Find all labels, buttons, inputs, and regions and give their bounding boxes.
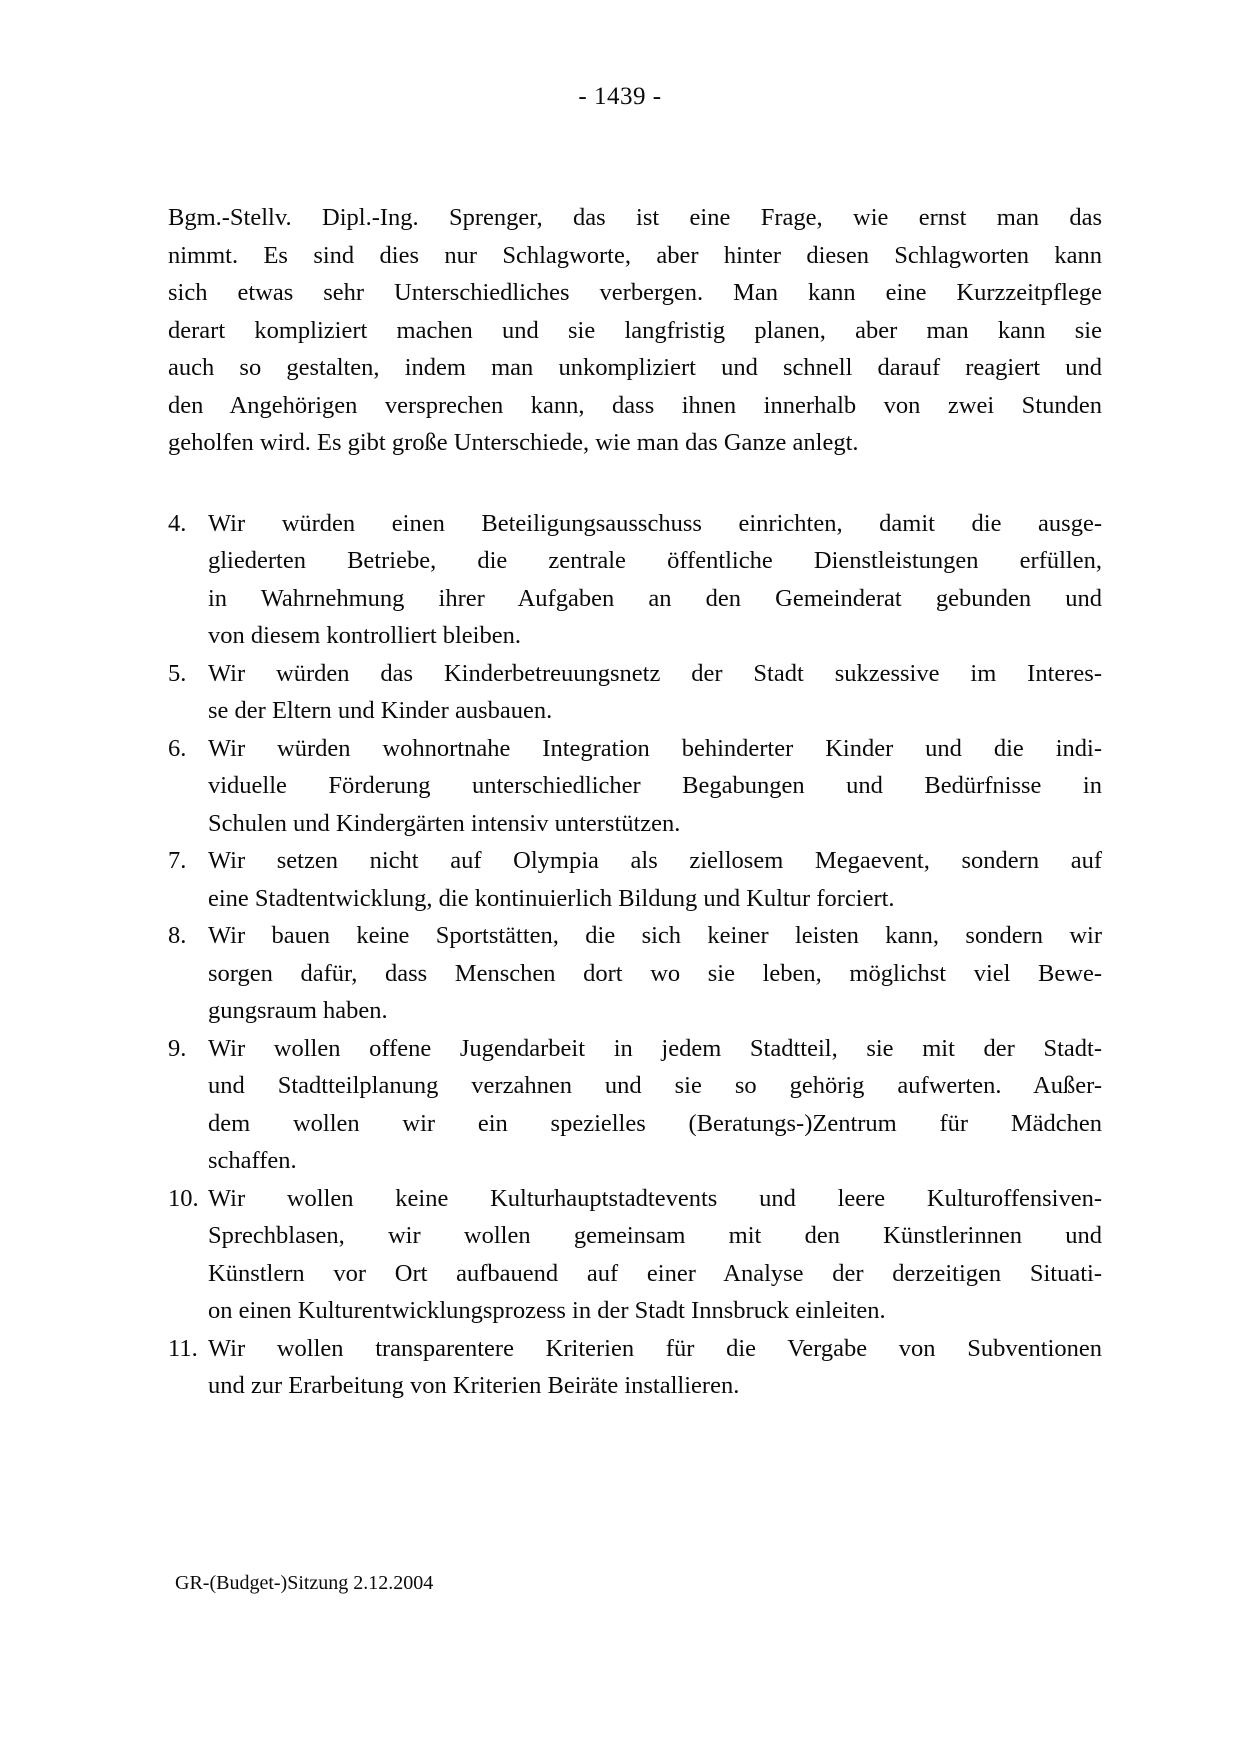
text-line: und Stadtteilplanung verzahnen und sie so gehörig aufwerten. Außer- [208,1072,1102,1099]
list-item-number: 9. [168,1034,187,1062]
text-line: Wir würden das Kinderbetreuungsnetz der Stadt sukzessive im Interes- [208,659,1102,687]
text-line: in Wahrnehmung ihrer Aufgaben an den Gemeinderat gebunden und [208,584,1102,612]
list-item [168,730,1102,843]
list-item [168,1330,1102,1405]
list-item [168,842,1102,917]
text-line: Wir wollen keine Kulturhauptstadtevents und leere Kulturoffensiven- [208,1184,1102,1212]
text-line: Wir wollen offene Jugendarbeit in jedem Stadtteil, sie mit der Stadt- [208,1034,1102,1062]
text-line: on einen Kulturentwicklungsprozess in der Stadt Innsbruck einleiten. [208,1297,886,1324]
text-line: von diesem kontrolliert bleiben. [208,622,521,649]
text-line: nimmt. Es sind dies nur Schlagworte, aber hinter diesen Schlagworten kann [168,241,1102,269]
text-line: sich etwas sehr Unterschiedliches verbergen. Man kann eine Kurzzeitpflege [168,279,1102,306]
list-item-number: 4. [168,509,187,537]
page-number: - 1439 - [578,83,662,110]
text-line: Wir bauen keine Sportstätten, die sich keiner leisten kann, sondern wir [208,922,1102,949]
text-line: se der Eltern und Kinder ausbauen. [208,697,553,724]
text-line: den Angehörigen versprechen kann, dass ihnen innerhalb von zwei Stunden [168,391,1102,419]
text-line: gungsraum haben. [208,997,388,1024]
text-line: schaffen. [208,1147,297,1174]
numbered-list [168,505,1102,1405]
text-line: Bgm.-Stellv. Dipl.-Ing. Sprenger, das ist eine Frage, wie ernst man das [168,204,1102,231]
list-item-number: 10. [168,1184,199,1212]
text-line: Wir würden wohnortnahe Integration behinderter Kinder und die indi- [208,734,1102,762]
speech-paragraph [168,199,1102,462]
text-line: auch so gestalten, indem man unkompliziert und schnell darauf reagiert und [168,354,1102,381]
list-item-number: 7. [168,847,187,874]
text-line: viduelle Förderung unterschiedlicher Begabungen und Bedürfnisse in [208,772,1102,799]
text-line: gliederten Betriebe, die zentrale öffentliche Dienstleistungen erfüllen, [208,547,1102,574]
text-line: Schulen und Kindergärten intensiv unterstützen. [208,809,681,837]
text-line: sorgen dafür, dass Menschen dort wo sie leben, möglichst viel Bewe- [208,959,1102,987]
list-item-number: 8. [168,922,187,949]
list-item [168,1030,1102,1180]
text-line: dem wollen wir ein spezielles (Beratungs-)Zentrum für Mädchen [208,1109,1102,1137]
text-line: Wir setzen nicht auf Olympia als ziellosem Megaevent, sondern auf [208,847,1102,874]
text-line: Künstlern vor Ort aufbauend auf einer Analyse der derzeitigen Situati- [208,1259,1102,1287]
list-item-number: 5. [168,659,187,687]
list-item-number: 6. [168,734,187,762]
text-line: eine Stadtentwicklung, die kontinuierlich Bildung und Kultur forciert. [208,884,895,912]
text-line: Wir wollen transparentere Kriterien für die Vergabe von Subventionen [208,1334,1102,1362]
list-item [168,655,1102,730]
list-item-number: 11. [168,1334,198,1362]
list-item [168,1180,1102,1330]
text-body [168,199,1102,1405]
text-line: Sprechblasen, wir wollen gemeinsam mit den Künstlerinnen und [208,1222,1102,1249]
footer-session-label: GR-(Budget-)Sitzung 2.12.2004 [175,1572,434,1594]
text-line: derart kompliziert machen und sie langfristig planen, aber man kann sie [168,316,1102,344]
text-line: und zur Erarbeitung von Kriterien Beiräte installieren. [208,1372,740,1399]
list-item [168,505,1102,655]
text-line: Wir würden einen Beteiligungsausschuss einrichten, damit die ausge- [208,509,1102,537]
text-line: geholfen wird. Es gibt große Unterschiede, wie man das Ganze anlegt. [168,429,859,456]
list-item [168,917,1102,1030]
